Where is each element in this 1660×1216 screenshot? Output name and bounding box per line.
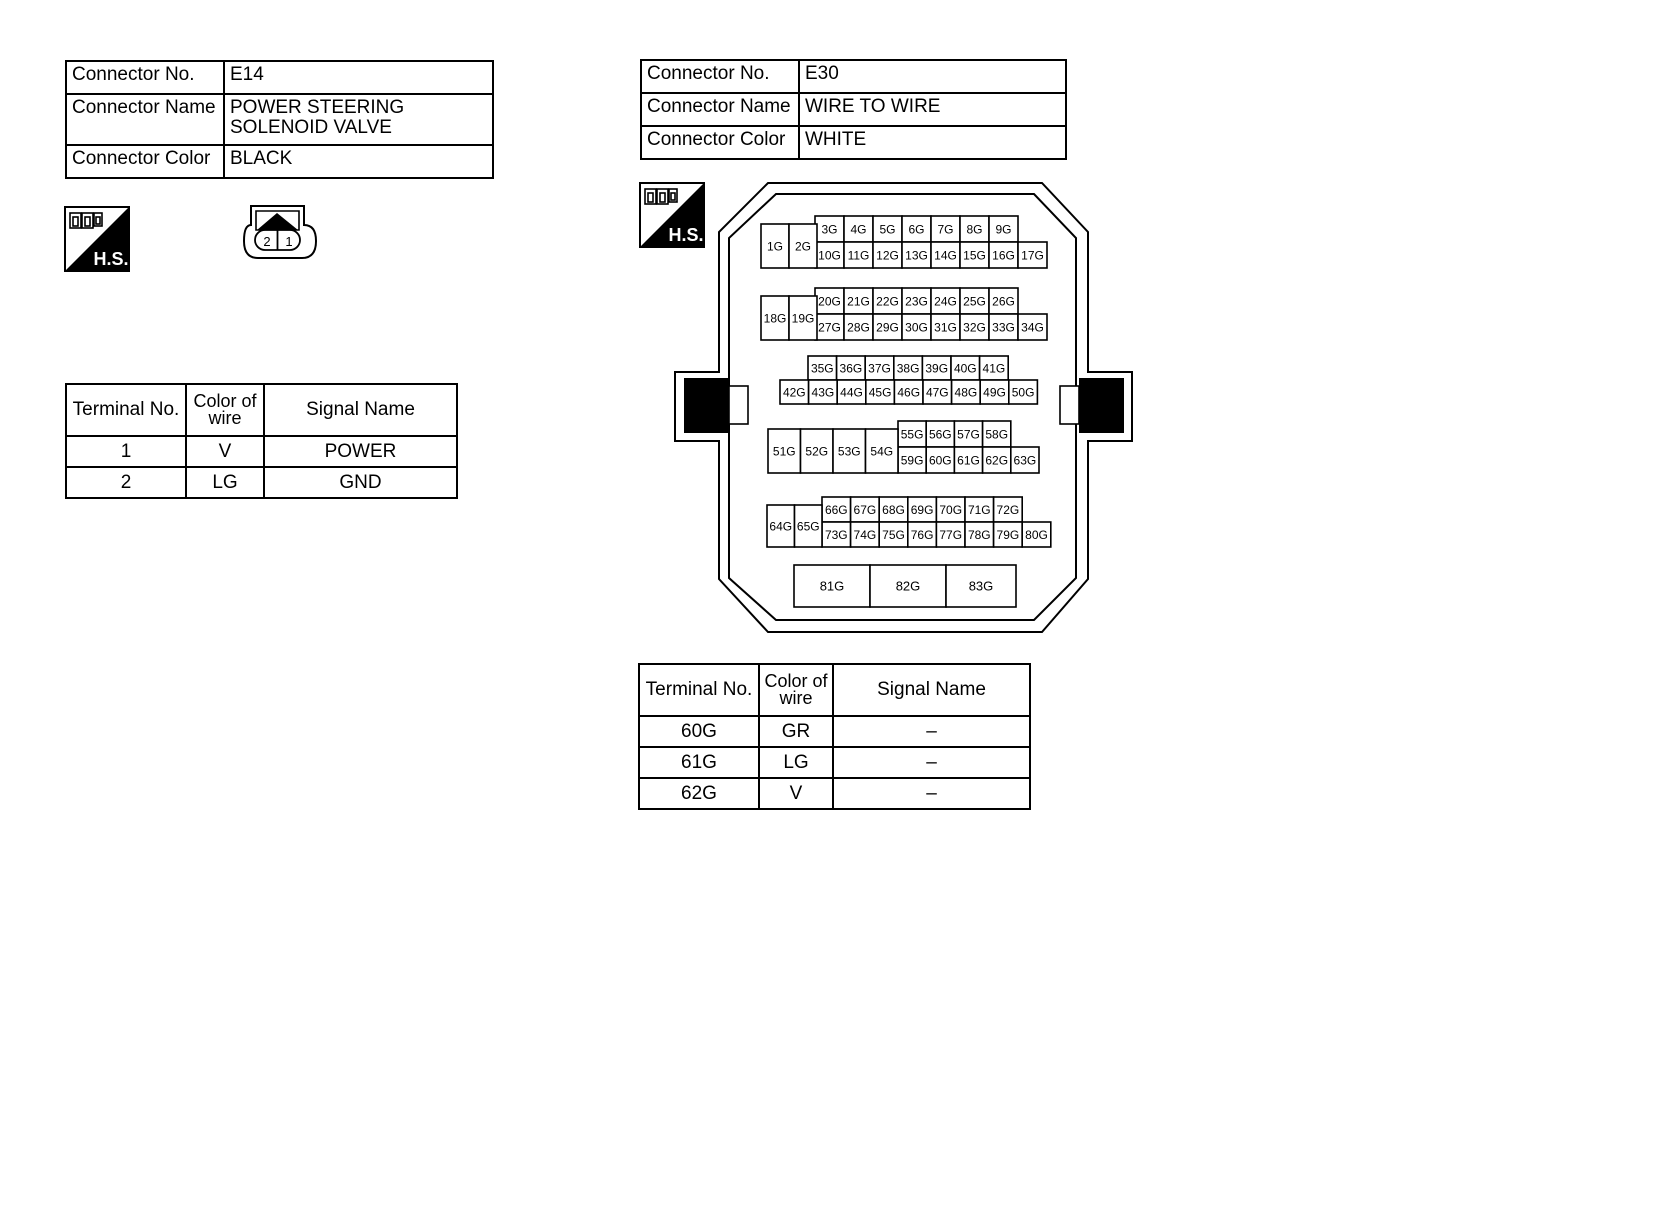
signal-name-cell: POWER: [264, 436, 457, 467]
connector-no-label: Connector No.: [66, 61, 224, 94]
terminal-label: 31G: [934, 320, 957, 335]
terminal-label: 43G: [811, 385, 835, 400]
terminal-cell-56g: [926, 421, 954, 447]
terminal-label: 63G: [1013, 453, 1037, 468]
terminal-label: 48G: [954, 385, 978, 400]
terminal-cell-73g: [822, 522, 851, 547]
terminal-cell-44g: [837, 380, 866, 404]
table-row: [639, 778, 1030, 809]
terminal-label: 80G: [1025, 528, 1048, 542]
terminal-cell-66g: [822, 497, 851, 522]
terminal-cell-2g: [789, 224, 817, 268]
signal-name-header: Signal Name: [833, 664, 1030, 716]
terminal-cell-38g: [894, 356, 923, 380]
terminal-cell-49g: [980, 380, 1009, 404]
e30-terminal-table: [638, 663, 1031, 810]
terminal-label: 15G: [963, 248, 986, 263]
terminal-cell-31g: [931, 314, 960, 340]
terminal-label: 33G: [992, 320, 1015, 335]
terminal-cell-50g: [1009, 380, 1038, 404]
terminal-cell-13g: [902, 242, 931, 268]
terminal-label: 18G: [763, 311, 787, 326]
connector-color-value: BLACK: [224, 145, 493, 178]
terminal-cell-8g: [960, 216, 989, 242]
terminal-cell-71g: [965, 497, 994, 522]
terminal-cell-53g: [833, 429, 866, 473]
terminal-label: 26G: [992, 294, 1015, 309]
terminal-label: 64G: [769, 519, 793, 534]
terminal-cell-6g: [902, 216, 931, 242]
terminal-cell-63g: [1011, 447, 1039, 473]
terminal-cell-51g: [768, 429, 801, 473]
terminal-cell-40g: [951, 356, 980, 380]
terminal-cell-54g: [866, 429, 899, 473]
terminal-label: 28G: [847, 320, 870, 335]
terminal-label: 34G: [1021, 320, 1044, 335]
terminal-label: 35G: [810, 361, 834, 376]
signal-name-cell: –: [833, 778, 1030, 809]
connector-color-value: WHITE: [799, 126, 1066, 159]
terminal-no-header: Terminal No.: [639, 664, 759, 716]
table-row: [639, 747, 1030, 778]
table-header-row: [639, 664, 1030, 716]
terminal-cell-3g: [815, 216, 844, 242]
terminal-cell-15g: [960, 242, 989, 268]
terminal-label: 24G: [934, 294, 957, 309]
terminal-cell-12g: [873, 242, 902, 268]
terminal-label: 69G: [910, 503, 934, 517]
terminal-label: 79G: [996, 528, 1020, 542]
terminal-label: 52G: [805, 444, 829, 459]
wire-color-cell: GR: [759, 716, 833, 747]
connector-no-label: Connector No.: [641, 60, 799, 93]
terminal-label: 44G: [840, 385, 863, 400]
terminal-cell-17g: [1018, 242, 1047, 268]
terminal-label: 37G: [868, 361, 891, 376]
terminal-label: 29G: [876, 320, 899, 335]
terminal-label: 75G: [882, 528, 905, 542]
terminal-cell-16g: [989, 242, 1018, 268]
terminal-label: 68G: [882, 503, 905, 517]
terminal-label: 76G: [910, 528, 934, 542]
terminal-label: 19G: [791, 311, 815, 326]
plug-terminal-2: 2: [263, 234, 271, 249]
terminal-cell-47g: [923, 380, 952, 404]
terminal-label: 57G: [957, 427, 980, 442]
terminal-label: 11G: [847, 248, 870, 263]
terminal-cell-34g: [1018, 314, 1047, 340]
terminal-cell-23g: [902, 288, 931, 314]
signal-name-cell: –: [833, 716, 1030, 747]
terminal-label: 4G: [850, 222, 867, 237]
terminal-cell-37g: [865, 356, 894, 380]
terminal-label: 32G: [963, 320, 986, 335]
terminal-label: 54G: [870, 444, 894, 459]
terminal-cell-74g: [851, 522, 880, 547]
terminal-cell-1g: [761, 224, 789, 268]
terminal-label: 46G: [897, 385, 921, 400]
terminal-label: 83G: [968, 578, 994, 594]
terminal-no-cell: 62G: [639, 778, 759, 809]
terminal-label: 13G: [905, 248, 928, 263]
terminal-cell-33g: [989, 314, 1018, 340]
terminal-cell-24g: [931, 288, 960, 314]
terminal-label: 78G: [967, 528, 991, 542]
terminal-cell-9g: [989, 216, 1018, 242]
terminal-label: 71G: [967, 503, 991, 517]
terminal-label: 6G: [908, 222, 925, 237]
terminal-label: 12G: [876, 248, 899, 263]
terminal-cell-55g: [898, 421, 926, 447]
terminal-label: 22G: [876, 294, 899, 309]
terminal-label: 38G: [896, 361, 920, 376]
terminal-cell-32g: [960, 314, 989, 340]
terminal-label: 1G: [766, 239, 784, 254]
terminal-label: 3G: [821, 222, 838, 237]
terminal-label: 67G: [853, 503, 877, 517]
color-of-wire-header: Color of wire: [759, 664, 833, 716]
terminal-cell-67g: [851, 497, 880, 522]
terminal-cell-35g: [808, 356, 837, 380]
terminal-cell-5g: [873, 216, 902, 242]
terminal-label: 53G: [837, 444, 861, 459]
terminal-cell-46g: [894, 380, 923, 404]
terminal-cell-18g: [761, 296, 789, 340]
terminal-label: 39G: [925, 361, 949, 376]
terminal-label: 14G: [934, 248, 957, 263]
terminal-label: 8G: [966, 222, 983, 237]
terminal-cell-30g: [902, 314, 931, 340]
terminal-label: 23G: [905, 294, 928, 309]
terminal-label: 25G: [963, 294, 986, 309]
terminal-cell-20g: [815, 288, 844, 314]
terminal-cell-21g: [844, 288, 873, 314]
terminal-label: 45G: [868, 385, 892, 400]
terminal-label: 9G: [995, 222, 1012, 237]
terminal-cell-26g: [989, 288, 1018, 314]
terminal-label: 56G: [928, 427, 952, 442]
wire-color-cell: V: [186, 436, 264, 467]
connector-color-label: Connector Color: [641, 126, 799, 159]
wire-color-cell: V: [759, 778, 833, 809]
terminal-cell-82g: [870, 565, 946, 607]
terminal-cell-42g: [780, 380, 809, 404]
terminal-cell-62g: [983, 447, 1011, 473]
terminal-no-cell: 2: [66, 467, 186, 498]
terminal-cell-60g: [926, 447, 954, 473]
terminal-label: 66G: [824, 503, 848, 517]
terminal-label: 59G: [900, 453, 924, 468]
terminal-cell-80g: [1022, 522, 1051, 547]
terminal-cell-27g: [815, 314, 844, 340]
connector-color-label: Connector Color: [66, 145, 224, 178]
connector-name-label: Connector Name: [66, 94, 224, 145]
connector-name-label: Connector Name: [641, 93, 799, 126]
terminal-label: 65G: [796, 519, 820, 534]
terminal-cell-69g: [908, 497, 937, 522]
wire-color-cell: LG: [186, 467, 264, 498]
terminal-label: 58G: [985, 427, 1009, 442]
terminal-label: 60G: [928, 453, 952, 468]
terminal-cell-14g: [931, 242, 960, 268]
terminal-cell-10g: [815, 242, 844, 268]
terminal-label: 5G: [879, 222, 896, 237]
terminal-label: 49G: [983, 385, 1006, 400]
hs-badge-text: H.S.: [93, 249, 129, 269]
terminal-label: 61G: [957, 453, 980, 468]
terminal-label: 20G: [818, 294, 841, 309]
terminal-cell-48g: [952, 380, 981, 404]
terminal-cell-65g: [795, 505, 823, 547]
terminal-label: 55G: [900, 427, 924, 442]
terminal-cell-7g: [931, 216, 960, 242]
terminal-label: 17G: [1021, 248, 1044, 263]
table-row: [639, 716, 1030, 747]
terminal-cell-39g: [922, 356, 951, 380]
terminal-label: 42G: [782, 385, 806, 400]
terminal-label: 62G: [985, 453, 1009, 468]
terminal-cell-11g: [844, 242, 873, 268]
terminal-cell-78g: [965, 522, 994, 547]
terminal-cell-70g: [936, 497, 965, 522]
terminal-cell-57g: [954, 421, 982, 447]
terminal-cell-61g: [954, 447, 982, 473]
terminal-cell-83g: [946, 565, 1016, 607]
signal-name-header: Signal Name: [264, 384, 457, 436]
terminal-label: 30G: [905, 320, 928, 335]
connector-no-value: E14: [224, 61, 493, 94]
terminal-no-cell: 61G: [639, 747, 759, 778]
terminal-cell-79g: [994, 522, 1023, 547]
terminal-label: 7G: [937, 222, 954, 237]
color-of-wire-header: Color of wire: [186, 384, 264, 436]
terminal-label: 36G: [839, 361, 863, 376]
connector-name-value: WIRE TO WIRE: [799, 93, 1066, 126]
terminal-no-cell: 1: [66, 436, 186, 467]
terminal-label: 81G: [819, 578, 845, 594]
terminal-label: 82G: [895, 578, 921, 594]
wire-color-cell: LG: [759, 747, 833, 778]
terminal-label: 73G: [824, 528, 848, 542]
terminal-cell-29g: [873, 314, 902, 340]
signal-name-cell: GND: [264, 467, 457, 498]
terminal-label: 40G: [953, 361, 977, 376]
terminal-label: 41G: [982, 361, 1006, 376]
terminal-cell-81g: [794, 565, 870, 607]
terminal-cell-68g: [879, 497, 908, 522]
terminal-label: 74G: [853, 528, 877, 542]
terminal-label: 27G: [818, 320, 841, 335]
terminal-cell-72g: [994, 497, 1023, 522]
terminal-no-header: Terminal No.: [66, 384, 186, 436]
terminal-cell-19g: [789, 296, 817, 340]
terminal-cell-58g: [983, 421, 1011, 447]
terminal-cell-45g: [866, 380, 895, 404]
plug-terminal-1: 1: [285, 234, 293, 249]
terminal-label: 51G: [772, 444, 796, 459]
terminal-cell-75g: [879, 522, 908, 547]
terminal-label: 2G: [794, 239, 812, 254]
terminal-cell-41g: [980, 356, 1009, 380]
terminal-label: 10G: [818, 248, 841, 263]
terminal-label: 70G: [939, 503, 963, 517]
terminal-no-cell: 60G: [639, 716, 759, 747]
terminal-cell-76g: [908, 522, 937, 547]
terminal-cell-25g: [960, 288, 989, 314]
terminal-label: 72G: [996, 503, 1020, 517]
signal-name-cell: –: [833, 747, 1030, 778]
terminal-cell-4g: [844, 216, 873, 242]
terminal-label: 50G: [1011, 385, 1035, 400]
terminal-cell-77g: [936, 522, 965, 547]
terminal-cell-28g: [844, 314, 873, 340]
terminal-cell-52g: [801, 429, 834, 473]
terminal-cell-64g: [767, 505, 795, 547]
terminal-cell-36g: [837, 356, 866, 380]
terminal-label: 47G: [925, 385, 949, 400]
terminal-cell-43g: [809, 380, 838, 404]
terminal-label: 77G: [939, 528, 963, 542]
connector-no-value: E30: [799, 60, 1066, 93]
connector-name-value: POWER STEERING SOLENOID VALVE: [224, 94, 493, 145]
terminal-label: 16G: [992, 248, 1015, 263]
hs-badge-text: H.S.: [668, 225, 704, 245]
terminal-label: 21G: [847, 294, 870, 309]
terminal-cell-22g: [873, 288, 902, 314]
terminal-cell-59g: [898, 447, 926, 473]
